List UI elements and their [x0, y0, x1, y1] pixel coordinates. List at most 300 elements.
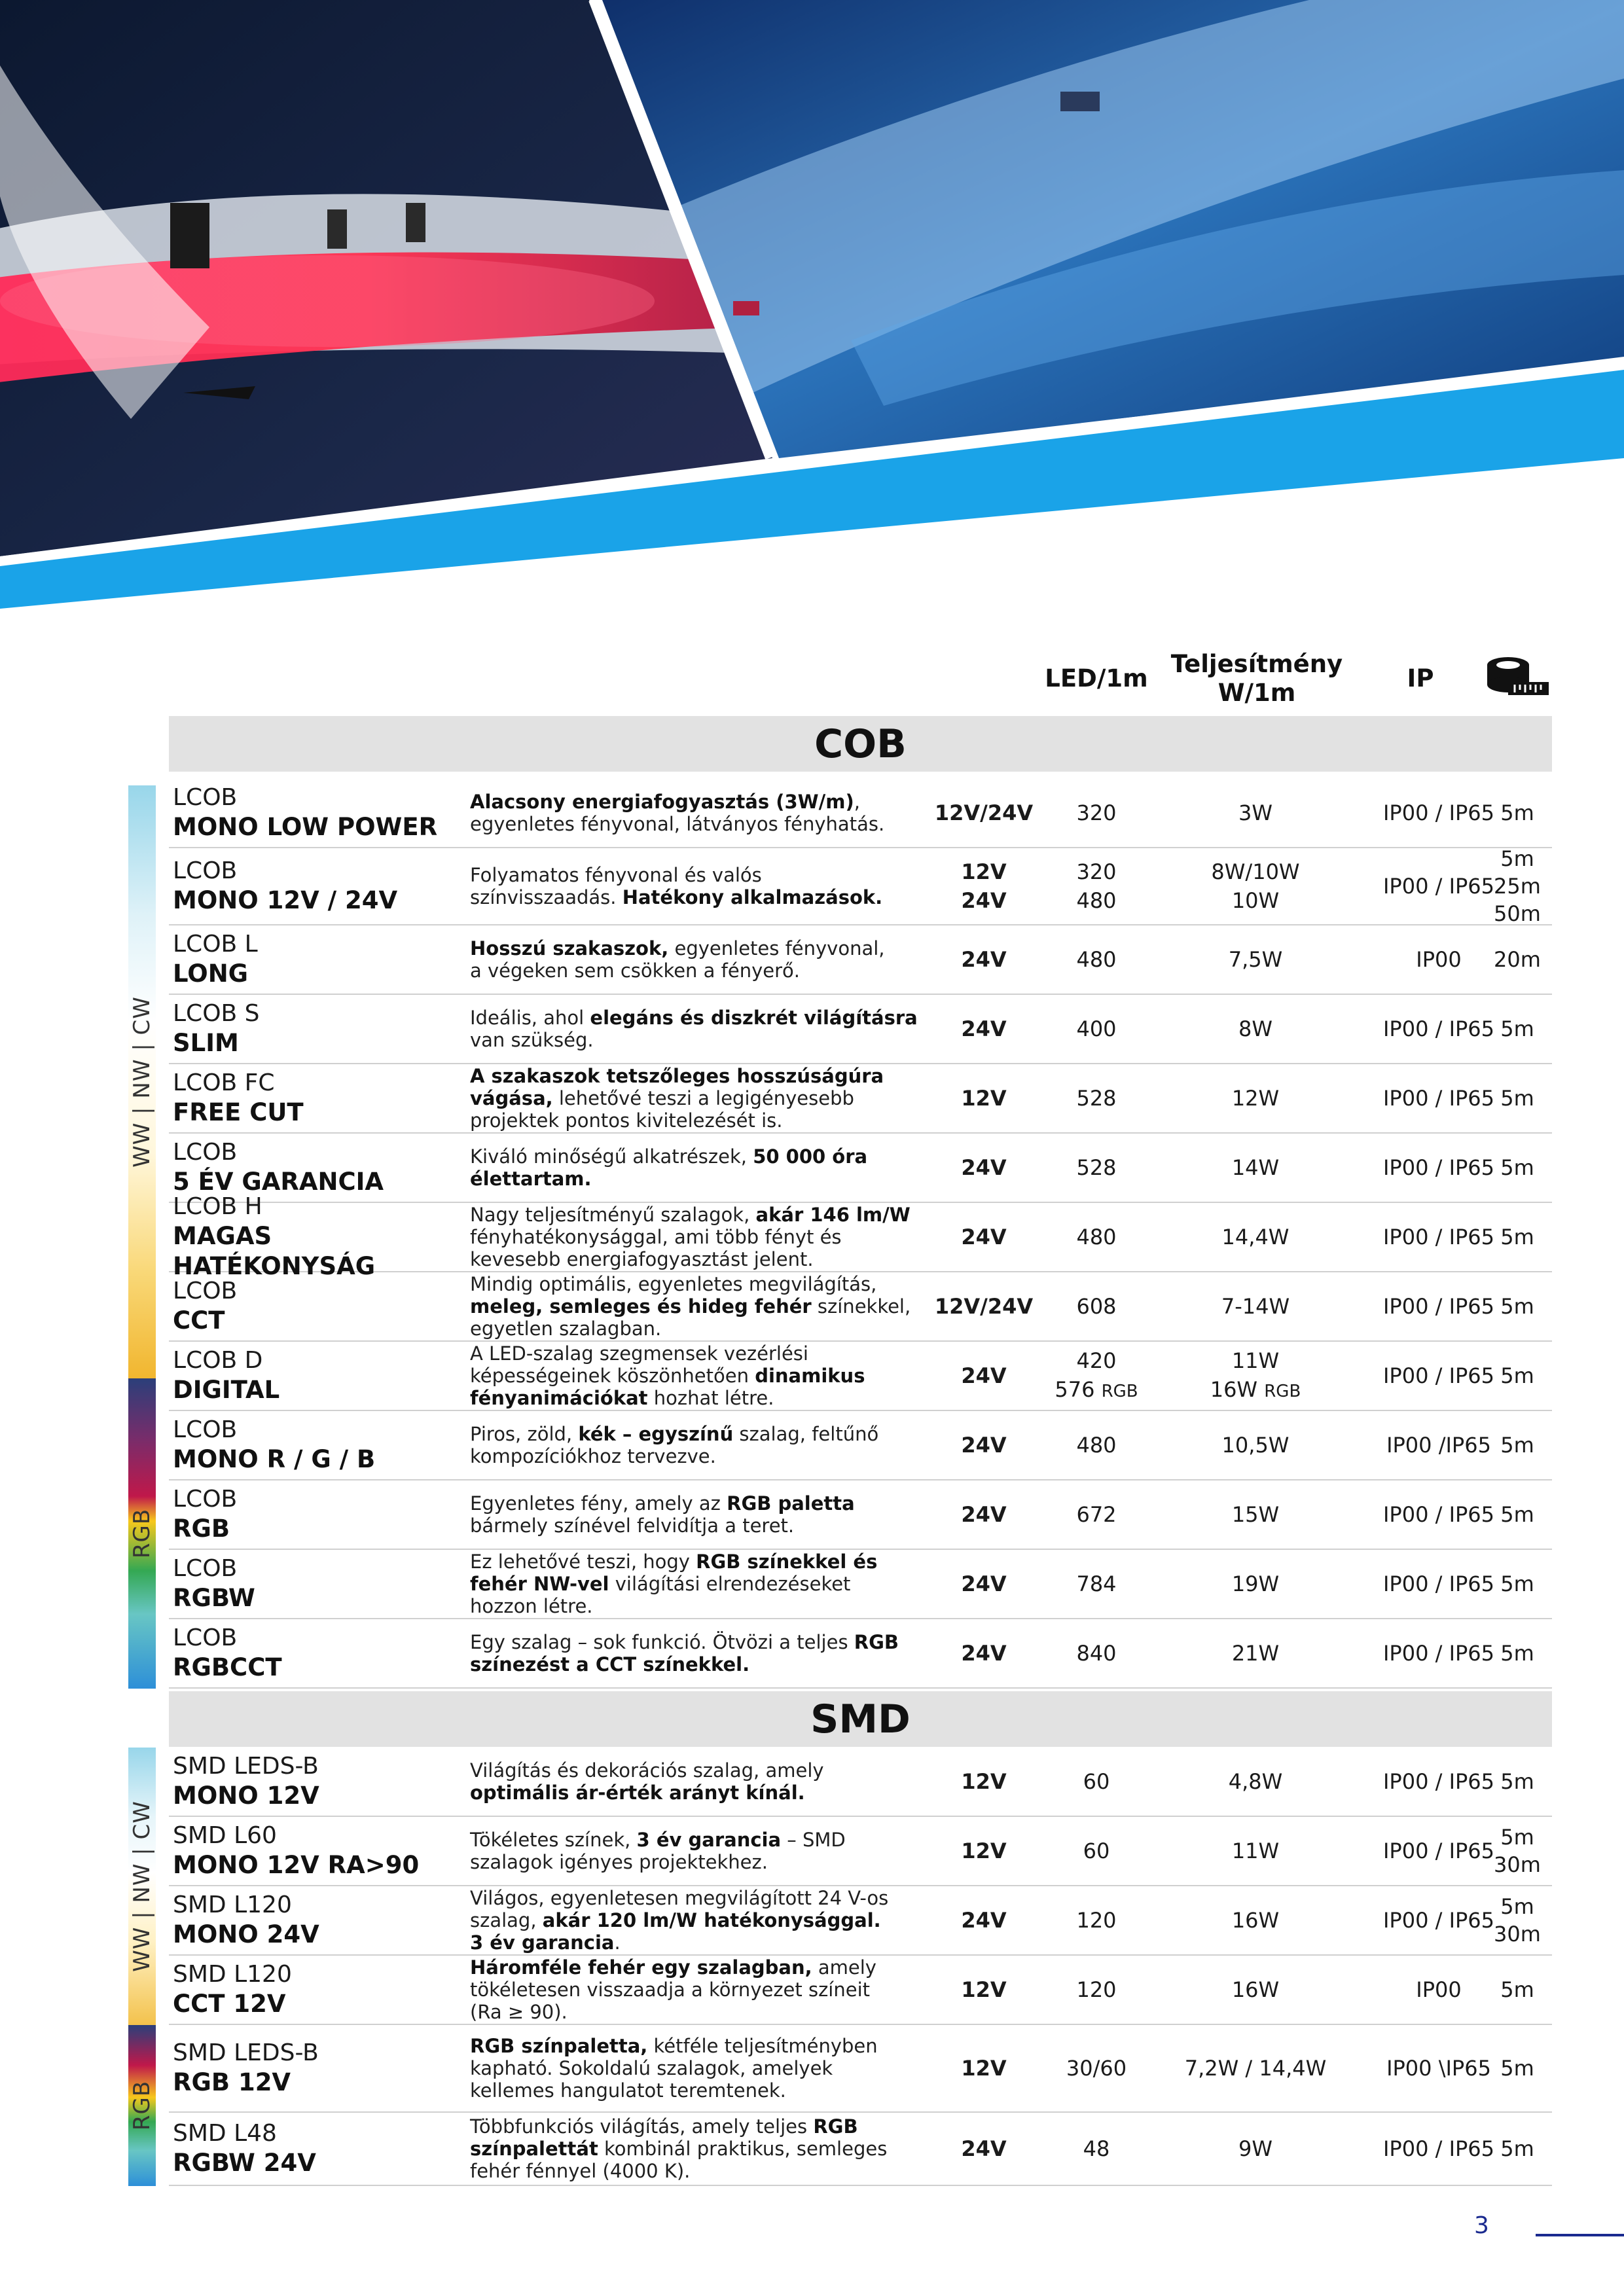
- ip-line: IP00 / IP65: [1382, 1155, 1495, 1180]
- led-line: 480: [1076, 1225, 1117, 1249]
- product-row: [169, 995, 1552, 1064]
- product-variant: MONO 24V: [173, 1920, 319, 1948]
- product-row: [169, 848, 1552, 925]
- product-row: [169, 1193, 1552, 1280]
- voltage-value: [918, 779, 1049, 847]
- description-line: Háromféle fehér egy szalagban, amely: [470, 1956, 876, 1979]
- product-name: [173, 1272, 461, 1340]
- led-per-meter-value: [1041, 1134, 1152, 1202]
- product-variant: MAGAS HATÉKONYSÁG: [173, 1222, 376, 1280]
- description-line: Mindig optimális, egyenletes megvilágítás,: [470, 1273, 877, 1295]
- power-per-meter-value: [1170, 1272, 1341, 1340]
- description-line: egyenletes fényvonal, látványos fényhatás.: [470, 813, 885, 835]
- product-variant: CCT 12V: [173, 1990, 286, 2018]
- product-name: [173, 1480, 461, 1549]
- voltage-value: [918, 1480, 1049, 1549]
- description-line: képességeinek köszönhetően dinamikus: [470, 1365, 865, 1387]
- voltage-line: 24V: [961, 947, 1007, 972]
- length-line: 5m: [1500, 800, 1534, 825]
- length-line: 5m: [1500, 1016, 1534, 1041]
- col-header-power-line2: W/1m: [1218, 679, 1296, 707]
- product-name: [173, 1748, 461, 1816]
- ip-line: IP00 / IP65: [1382, 2136, 1495, 2161]
- voltage-value: [918, 2113, 1049, 2185]
- product-row: [169, 1817, 1552, 1886]
- length-line: 5m: [1500, 2056, 1534, 2081]
- ip-line: IP00 / IP65: [1382, 1839, 1495, 1863]
- reel-length-value: [1478, 1411, 1557, 1479]
- voltage-line: 24V: [961, 1502, 1007, 1527]
- voltage-value: [918, 995, 1049, 1063]
- product-variant: DIGITAL: [173, 1376, 280, 1404]
- led-per-meter-value: [1041, 1064, 1152, 1132]
- voltage-line: 24V: [961, 1641, 1007, 1666]
- product-name: [173, 1134, 461, 1202]
- led-per-meter-value: [1041, 1480, 1152, 1549]
- voltage-line: 24V: [961, 1433, 1007, 1458]
- reel-length-value: [1478, 995, 1557, 1063]
- col-header-ip: IP: [1407, 664, 1434, 692]
- product-code: SMD L60: [173, 1822, 277, 1849]
- product-code: SMD LEDS-B: [173, 2039, 319, 2066]
- reel-length-value: [1478, 1134, 1557, 1202]
- description-line: A szakaszok tetszőleges hosszúságúra: [470, 1065, 884, 1087]
- product-name: [173, 995, 461, 1063]
- length-line: 25m: [1494, 874, 1541, 899]
- product-variant: MONO 12V: [173, 1782, 319, 1810]
- product-code: LCOB S: [173, 1000, 260, 1027]
- led-per-meter-value: [1041, 2113, 1152, 2185]
- product-name: [173, 1619, 461, 1687]
- led-per-meter-value: [1041, 1272, 1152, 1340]
- led-line: 784: [1076, 1571, 1117, 1596]
- product-code: LCOB: [173, 1555, 238, 1582]
- power-line: 8W/10W: [1211, 859, 1300, 884]
- power-per-meter-value: [1170, 1619, 1341, 1687]
- product-name: [173, 1817, 461, 1885]
- reel-length-value: [1478, 1550, 1557, 1618]
- power-per-meter-value: [1170, 1886, 1341, 1954]
- led-line: 60: [1083, 1839, 1110, 1863]
- led-line: 672: [1076, 1502, 1117, 1527]
- section-title-smd: SMD: [169, 1691, 1552, 1747]
- description-line: RGB színpaletta, kétféle teljesítményben: [470, 2035, 878, 2057]
- length-line: 5m: [1500, 1433, 1534, 1458]
- product-name: [173, 779, 461, 847]
- reel-length-value: [1478, 1480, 1557, 1549]
- product-name: [173, 1550, 461, 1618]
- reel-length-value: [1478, 1748, 1557, 1816]
- ip-line: IP00 / IP65: [1382, 874, 1495, 899]
- led-line: 60: [1083, 1769, 1110, 1794]
- ip-line: IP00 / IP65: [1382, 1502, 1495, 1527]
- voltage-value: [918, 1134, 1049, 1202]
- voltage-value: [918, 925, 1049, 994]
- led-line: 48: [1083, 2136, 1110, 2161]
- voltage-value: [918, 1619, 1049, 1687]
- description-line: kellemes hangulatot teremtenek.: [470, 2079, 786, 2102]
- led-line: 420: [1076, 1348, 1117, 1373]
- product-variant: RGBW 24V: [173, 2149, 316, 2177]
- measuring-tape-icon: [1486, 656, 1550, 698]
- product-name: [173, 1193, 461, 1280]
- product-code: LCOB: [173, 1278, 238, 1304]
- description-line: Ideális, ahol elegáns és diszkrét világításra: [470, 1007, 918, 1029]
- description-line: Világítás és dekorációs szalag, amely: [470, 1759, 824, 1782]
- product-code: LCOB: [173, 784, 238, 811]
- section-title-cob: COB: [169, 716, 1552, 772]
- product-code: SMD L120: [173, 1961, 292, 1988]
- product-code: LCOB D: [173, 1347, 263, 1374]
- voltage-line: 12V: [961, 1839, 1007, 1863]
- voltage-value: [918, 1886, 1049, 1954]
- power-line: 7,2W / 14,4W: [1184, 2056, 1327, 2081]
- voltage-line: 12V: [961, 1769, 1007, 1794]
- length-line: 5m: [1500, 1825, 1534, 1850]
- led-per-meter-value: [1041, 1886, 1152, 1954]
- product-code: LCOB: [173, 1486, 238, 1513]
- product-code: LCOB: [173, 1416, 238, 1443]
- product-row: [169, 2025, 1552, 2113]
- description-line: optimális ár-érték arányt kínál.: [470, 1782, 805, 1804]
- power-per-meter-value: [1170, 2113, 1341, 2185]
- length-line: 5m: [1500, 1502, 1534, 1527]
- description-line: Hosszú szakaszok, egyenletes fényvonal,: [470, 937, 885, 960]
- product-code: LCOB: [173, 1624, 238, 1651]
- led-per-meter-value: [1041, 925, 1152, 994]
- product-row: [169, 1619, 1552, 1689]
- length-line: 5m: [1500, 1977, 1534, 2002]
- footer-accent-line: [1536, 2234, 1624, 2236]
- reel-length-value: [1478, 848, 1557, 924]
- length-line: 5m: [1500, 1225, 1534, 1249]
- voltage-value: [918, 1272, 1049, 1340]
- led-line: 30/60: [1066, 2056, 1127, 2081]
- led-per-meter-value: [1041, 1748, 1152, 1816]
- description-line: fényanimációkat hozhat létre.: [470, 1387, 774, 1409]
- product-row: [169, 1064, 1552, 1134]
- voltage-line: 24V: [961, 1016, 1007, 1041]
- description-line: fehér fénnyel (4000 K).: [470, 2160, 691, 2182]
- power-line: 14,4W: [1221, 1225, 1290, 1249]
- product-row: [169, 1480, 1552, 1550]
- product-name: [173, 1342, 461, 1410]
- power-line: 9W: [1238, 2136, 1272, 2161]
- led-per-meter-value: [1041, 995, 1152, 1063]
- cob-white-side-label: WW | NW | CW: [129, 996, 156, 1168]
- reel-length-value: [1478, 2113, 1557, 2185]
- voltage-line: 12V: [961, 1977, 1007, 2002]
- reel-length-value: [1478, 1956, 1557, 2024]
- product-variant: RGB: [173, 1515, 230, 1543]
- power-per-meter-value: [1170, 1411, 1341, 1479]
- product-code: LCOB: [173, 857, 238, 884]
- description-line: szalagok igényes projektekhez.: [470, 1851, 768, 1873]
- product-code: SMD LEDS-B: [173, 1753, 319, 1780]
- ip-line: IP00 / IP65: [1382, 1769, 1495, 1794]
- led-line: 400: [1076, 1016, 1117, 1041]
- power-line: 19W: [1231, 1571, 1280, 1596]
- voltage-line: 24V: [961, 1363, 1007, 1388]
- power-line: 16W: [1231, 1977, 1280, 2002]
- power-per-meter-value: [1170, 1817, 1341, 1885]
- description-line: fényhatékonysággal, ami több fényt és: [470, 1226, 842, 1248]
- power-line: 10,5W: [1221, 1433, 1290, 1458]
- col-header-power-line1: Teljesítmény: [1170, 650, 1343, 678]
- description-line: Alacsony energiafogyasztás (3W/m),: [470, 791, 860, 813]
- product-code: LCOB H: [173, 1193, 262, 1220]
- power-line: 10W: [1231, 888, 1280, 913]
- product-variant: MONO 12V RA>90: [173, 1851, 420, 1879]
- led-per-meter-value: [1041, 1817, 1152, 1885]
- voltage-value: [918, 1550, 1049, 1618]
- product-row: [169, 1550, 1552, 1619]
- led-per-meter-value: [1041, 1956, 1152, 2024]
- product-variant: CCT: [173, 1306, 225, 1335]
- ip-line: IP00 / IP65: [1382, 1225, 1495, 1249]
- product-row: [169, 2113, 1552, 2186]
- voltage-line: 12V: [961, 2056, 1007, 2081]
- product-variant: FREE CUT: [173, 1098, 304, 1126]
- description-line: projektek pontos kivitelezését is.: [470, 1109, 783, 1132]
- length-line: 5m: [1500, 1086, 1534, 1111]
- power-per-meter-value: [1170, 2025, 1341, 2111]
- description-line: élettartam.: [470, 1168, 592, 1190]
- description-line: Egy szalag – sok funkció. Ötvözi a teljes RGB: [470, 1631, 899, 1653]
- product-row: [169, 1886, 1552, 1956]
- description-line: vágása, lehetővé teszi a legigényesebb: [470, 1087, 854, 1109]
- power-per-meter-value: [1170, 779, 1341, 847]
- power-per-meter-value: [1170, 1480, 1341, 1549]
- description-line: Folyamatos fényvonal és valós: [470, 864, 762, 886]
- power-line: 7-14W: [1221, 1294, 1290, 1319]
- product-code: LCOB: [173, 1139, 238, 1166]
- length-line: 5m: [1500, 846, 1534, 871]
- voltage-line: 24V: [961, 1908, 1007, 1933]
- length-line: 20m: [1494, 947, 1541, 972]
- description-line: 3 év garancia.: [470, 1931, 621, 1954]
- voltage-value: [918, 1817, 1049, 1885]
- led-line: 608: [1076, 1294, 1117, 1319]
- power-line: 3W: [1238, 800, 1272, 825]
- ip-line: IP00 / IP65: [1382, 800, 1495, 825]
- description-line: Egyenletes fény, amely az RGB paletta: [470, 1492, 855, 1515]
- reel-length-value: [1478, 1272, 1557, 1340]
- voltage-value: [918, 1342, 1049, 1410]
- product-row: [169, 779, 1552, 848]
- product-row: [169, 1956, 1552, 2025]
- description-line: kompozíciókhoz tervezve.: [470, 1445, 716, 1467]
- power-per-meter-value: [1170, 1956, 1341, 2024]
- power-per-meter-value: [1170, 848, 1341, 924]
- product-code: LCOB FC: [173, 1069, 275, 1096]
- description-line: meleg, semleges és hideg fehér színekkel,: [470, 1295, 911, 1318]
- power-line: 12W: [1231, 1086, 1280, 1111]
- product-name: [173, 2025, 461, 2111]
- led-line: 576 RGB: [1055, 1376, 1138, 1402]
- voltage-value: [918, 1203, 1049, 1271]
- power-line: 7,5W: [1228, 947, 1283, 972]
- voltage-value: [918, 1411, 1049, 1479]
- product-row: [169, 1411, 1552, 1480]
- ip-line: IP00: [1416, 1977, 1462, 2002]
- length-line: 30m: [1494, 1852, 1541, 1877]
- led-line: 480: [1076, 947, 1117, 972]
- description-line: színvisszaadás. Hatékony alkalmazások.: [470, 886, 883, 908]
- length-line: 5m: [1500, 1769, 1534, 1794]
- led-per-meter-value: [1041, 1619, 1152, 1687]
- voltage-value: [918, 1748, 1049, 1816]
- product-row: [169, 1748, 1552, 1817]
- power-line: 16W RGB: [1210, 1376, 1301, 1402]
- product-name: [173, 2113, 461, 2185]
- power-per-meter-value: [1170, 1748, 1341, 1816]
- voltage-line: 24V: [961, 888, 1007, 913]
- description-line: Piros, zöld, kék – egyszínű szalag, feltűnő: [470, 1423, 879, 1445]
- led-per-meter-value: [1041, 1550, 1152, 1618]
- reel-length-value: [1478, 1619, 1557, 1687]
- description-line: Nagy teljesítményű szalagok, akár 146 lm/W: [470, 1204, 911, 1226]
- description-line: (Ra ≥ 90).: [470, 2001, 568, 2023]
- product-name: [173, 1064, 461, 1132]
- led-line: 120: [1076, 1977, 1117, 2002]
- length-line: 50m: [1494, 901, 1541, 926]
- voltage-line: 12V: [961, 859, 1007, 884]
- led-line: 528: [1076, 1155, 1117, 1180]
- voltage-line: 24V: [961, 1155, 1007, 1180]
- product-variant: MONO LOW POWER: [173, 813, 438, 841]
- ip-line: IP00 \IP65: [1386, 2056, 1491, 2081]
- description-line: Kiváló minőségű alkatrészek, 50 000 óra: [470, 1145, 868, 1168]
- description-line: hozzon létre.: [470, 1595, 593, 1617]
- page-number: 3: [1474, 2212, 1489, 2239]
- power-per-meter-value: [1170, 1550, 1341, 1618]
- ip-line: IP00 /IP65: [1386, 1433, 1491, 1458]
- power-line: 11W: [1231, 1839, 1280, 1863]
- description-line: kapható. Sokoldalú szalagok, amelyek: [470, 2057, 833, 2079]
- product-variant: 5 ÉV GARANCIA: [173, 1168, 384, 1196]
- product-code: LCOB L: [173, 931, 258, 958]
- power-per-meter-value: [1170, 1203, 1341, 1271]
- description-line: egyetlen szalagban.: [470, 1318, 662, 1340]
- product-name: [173, 1411, 461, 1479]
- product-name: [173, 1956, 461, 2024]
- ip-line: IP00 / IP65: [1382, 1641, 1495, 1666]
- product-code: SMD L48: [173, 2120, 277, 2147]
- product-row: [169, 1342, 1552, 1411]
- led-per-meter-value: [1041, 1342, 1152, 1410]
- led-per-meter-value: [1041, 848, 1152, 924]
- led-per-meter-value: [1041, 779, 1152, 847]
- reel-length-value: [1478, 925, 1557, 994]
- length-line: 5m: [1500, 2136, 1534, 2161]
- description-line: Ez lehetővé teszi, hogy RGB színekkel és: [470, 1551, 878, 1573]
- voltage-line: 12V/24V: [934, 1294, 1034, 1319]
- led-line: 480: [1076, 1433, 1117, 1458]
- reel-length-value: [1478, 1886, 1557, 1954]
- reel-length-value: [1478, 1817, 1557, 1885]
- length-line: 30m: [1494, 1922, 1541, 1946]
- length-line: 5m: [1500, 1894, 1534, 1919]
- power-per-meter-value: [1170, 1064, 1341, 1132]
- power-per-meter-value: [1170, 1134, 1341, 1202]
- description-line: Tökéletes színek, 3 év garancia – SMD: [470, 1829, 846, 1851]
- product-variant: SLIM: [173, 1029, 239, 1057]
- power-line: 4,8W: [1228, 1769, 1283, 1794]
- description-line: kevesebb energiafogyasztást jelent.: [470, 1248, 814, 1270]
- power-per-meter-value: [1170, 925, 1341, 994]
- hero-banner-image: [0, 0, 1624, 609]
- led-per-meter-value: [1041, 1203, 1152, 1271]
- col-header-power: [1152, 650, 1362, 708]
- cob-rgb-side-label: RGB: [129, 1508, 156, 1559]
- voltage-line: 12V/24V: [934, 800, 1034, 825]
- led-per-meter-value: [1041, 2025, 1152, 2111]
- power-line: 8W: [1238, 1016, 1272, 1041]
- product-variant: MONO R / G / B: [173, 1445, 376, 1473]
- length-line: 5m: [1500, 1641, 1534, 1666]
- product-variant: MONO 12V / 24V: [173, 886, 398, 914]
- product-code: SMD L120: [173, 1892, 292, 1918]
- description-line: szalag, akár 120 lm/W hatékonysággal.: [470, 1909, 881, 1931]
- power-line: 14W: [1231, 1155, 1280, 1180]
- description-line: a végeken sem csökken a fényerő.: [470, 960, 800, 982]
- ip-line: IP00 / IP65: [1382, 1086, 1495, 1111]
- voltage-value: [918, 1064, 1049, 1132]
- power-per-meter-value: [1170, 1342, 1341, 1410]
- smd-white-side-label: WW | NW | CW: [129, 1801, 156, 1972]
- description-line: Világos, egyenletesen megvilágított 24 V-os: [470, 1887, 889, 1909]
- product-variant: LONG: [173, 960, 249, 988]
- led-line: 320: [1076, 859, 1117, 884]
- voltage-line: 24V: [961, 1225, 1007, 1249]
- product-name: [173, 1886, 461, 1954]
- product-name: [173, 848, 461, 924]
- smd-rgb-side-label: RGB: [129, 2080, 156, 2131]
- voltage-value: [918, 2025, 1049, 2111]
- col-header-led: LED/1m: [1045, 664, 1148, 692]
- voltage-value: [918, 1956, 1049, 2024]
- product-row: [169, 925, 1552, 995]
- description-line: A LED-szalag szegmensek vezérlési: [470, 1342, 808, 1365]
- length-line: 5m: [1500, 1571, 1534, 1596]
- product-variant: RGBCCT: [173, 1653, 282, 1681]
- power-line: 21W: [1231, 1641, 1280, 1666]
- ip-line: IP00 / IP65: [1382, 1908, 1495, 1933]
- ip-line: IP00 / IP65: [1382, 1016, 1495, 1041]
- reel-length-value: [1478, 1064, 1557, 1132]
- power-line: 16W: [1231, 1908, 1280, 1933]
- reel-length-value: [1478, 779, 1557, 847]
- ip-line: IP00 / IP65: [1382, 1363, 1495, 1388]
- product-variant: RGB 12V: [173, 2068, 291, 2096]
- voltage-value: [918, 848, 1049, 924]
- description-line: színezést a CCT színekkel.: [470, 1653, 750, 1676]
- length-line: 5m: [1500, 1363, 1534, 1388]
- power-line: 11W: [1231, 1348, 1280, 1373]
- reel-length-value: [1478, 1342, 1557, 1410]
- led-line: 480: [1076, 888, 1117, 913]
- length-line: 5m: [1500, 1294, 1534, 1319]
- product-row: [169, 1272, 1552, 1342]
- description-line: van szükség.: [470, 1029, 594, 1051]
- reel-length-value: [1478, 1203, 1557, 1271]
- description-line: Többfunkciós világítás, amely teljes RGB: [470, 2115, 858, 2138]
- product-variant: RGBW: [173, 1584, 255, 1612]
- description-line: tökéletesen visszaadja a környezet színeit: [470, 1979, 871, 2001]
- power-per-meter-value: [1170, 995, 1341, 1063]
- voltage-line: 24V: [961, 1571, 1007, 1596]
